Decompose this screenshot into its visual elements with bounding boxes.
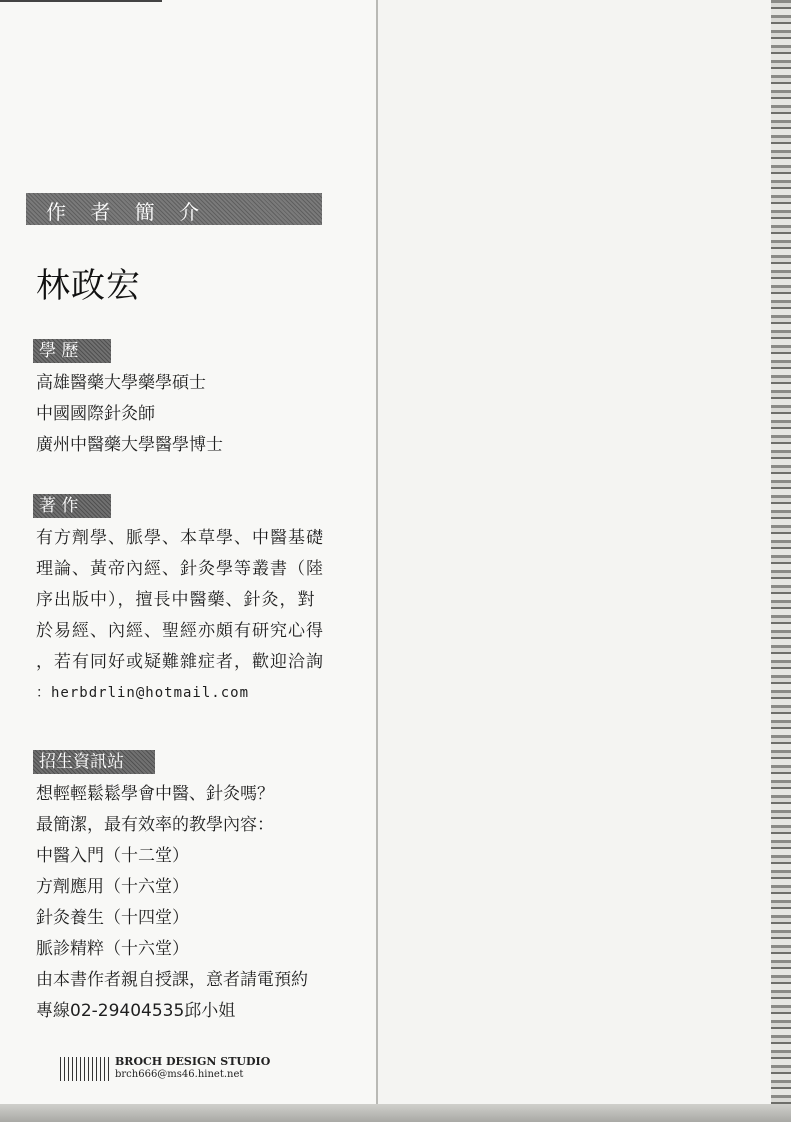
page-gutter: [376, 0, 378, 1122]
page-edge-right: [771, 0, 791, 1122]
recruitment-list: [36, 779, 308, 1027]
education-item: 中國國際針灸師: [36, 404, 155, 424]
works-line: 序出版中），擅長中醫藥、針灸，對: [36, 590, 316, 610]
studio-logo-icon: [60, 1057, 110, 1081]
section-title: 作 者 簡 介: [46, 200, 209, 224]
recruitment-line: 最簡潔，最有效率的教學內容：: [36, 815, 274, 835]
works-line: 理論、黃帝內經、針灸學等叢書（陸: [36, 559, 324, 579]
author-email: ：herbdrlin@hotmail.com: [36, 685, 250, 701]
course-item: 中醫入門（十二堂）: [36, 846, 189, 866]
recruitment-tag: 招生資訊站: [33, 750, 155, 774]
right-page: [377, 0, 771, 1122]
recruitment-line: 由本書作者親自授課，意者請電預約: [36, 970, 308, 990]
education-item: 高雄醫藥大學藥學碩士: [36, 373, 206, 393]
studio-email: brch666@ms46.hinet.net: [115, 1069, 244, 1080]
education-tag: 學 歷: [33, 339, 111, 363]
course-item: 脈診精粹（十六堂）: [36, 939, 189, 959]
works-line: ，若有同好或疑難雜症者，歡迎洽詢: [36, 652, 324, 672]
works-line: 有方劑學、脈學、本草學、中醫基礎: [36, 528, 324, 548]
contact-line: 專線02-29404535邱小姐: [36, 1001, 236, 1021]
course-item: 針灸養生（十四堂）: [36, 908, 189, 928]
education-list: [36, 368, 223, 461]
studio-name: BROCH DESIGN STUDIO: [115, 1055, 271, 1068]
works-line: 於易經、內經、聖經亦頗有研究心得: [36, 621, 324, 641]
page-edge-bottom: [0, 1104, 791, 1122]
works-tag: 著 作: [33, 494, 111, 518]
course-item: 方劑應用（十六堂）: [36, 877, 189, 897]
studio-credit: [60, 1054, 280, 1084]
author-name: 林政宏: [36, 266, 141, 306]
works-paragraph: [36, 523, 324, 709]
section-banner: [26, 193, 322, 225]
top-rule: [0, 0, 162, 2]
recruitment-line: 想輕輕鬆鬆學會中醫、針灸嗎？: [36, 784, 274, 804]
education-item: 廣州中醫藥大學醫學博士: [36, 435, 223, 455]
